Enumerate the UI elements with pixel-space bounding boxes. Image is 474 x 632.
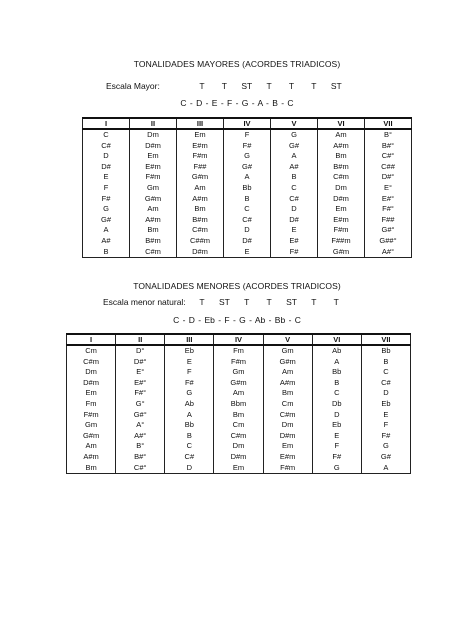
chord-cell: E (83, 172, 130, 183)
table-row (83, 225, 412, 236)
chord-cell: F (312, 441, 361, 452)
chord-cell: Am (263, 367, 312, 378)
chord-cell: E° (365, 183, 412, 194)
chord-cell: Dm (67, 367, 116, 378)
chord-cell: E#° (116, 378, 165, 389)
chord-cell: D#m (263, 431, 312, 442)
chord-cell: F (224, 129, 271, 141)
minor-step: ST (286, 297, 297, 307)
table-row (83, 172, 412, 183)
major-chords-table (82, 117, 412, 258)
chord-cell: D# (271, 215, 318, 226)
degree-header: VII (361, 334, 410, 345)
chord-cell: G# (224, 162, 271, 173)
chord-cell: C##m (177, 236, 224, 247)
chord-cell: G#° (116, 410, 165, 421)
chord-cell: Bm (263, 388, 312, 399)
table-row (83, 204, 412, 215)
chord-cell: A#° (116, 431, 165, 442)
chord-cell: C (271, 183, 318, 194)
chord-cell: Dm (130, 129, 177, 141)
chord-cell: Bb (165, 420, 214, 431)
chord-cell: C#m (67, 357, 116, 368)
chord-cell: Am (214, 388, 263, 399)
table-row (83, 215, 412, 226)
minor-step: ST (218, 297, 230, 307)
chord-cell: C#m (263, 410, 312, 421)
chord-cell: B#m (177, 215, 224, 226)
major-step: T (311, 81, 317, 91)
degree-header: III (177, 118, 224, 129)
chord-cell: F## (177, 162, 224, 173)
chord-cell: B (361, 357, 410, 368)
chord-cell: E#m (318, 215, 365, 226)
chord-cell: E (312, 431, 361, 442)
minor-title: TONALIDADES MENORES (ACORDES TRIADICOS) (133, 281, 341, 291)
chord-cell: D#m (177, 247, 224, 258)
degree-header: V (263, 334, 312, 345)
major-step: T (266, 81, 272, 91)
degree-header: VI (312, 334, 361, 345)
minor-chords-table (66, 333, 411, 474)
table-row (83, 183, 412, 194)
chord-cell: D#m (318, 194, 365, 205)
chord-cell: A#m (130, 215, 177, 226)
chord-cell: D (312, 410, 361, 421)
chord-cell: A° (116, 420, 165, 431)
chord-cell: B#° (365, 141, 412, 152)
major-step: T (221, 81, 227, 91)
chord-cell: D#m (214, 452, 263, 463)
chord-cell: G#m (67, 431, 116, 442)
chord-cell: Em (130, 151, 177, 162)
chord-cell: A (83, 225, 130, 236)
chord-cell: E# (271, 236, 318, 247)
chord-cell: B (224, 194, 271, 205)
chord-cell: B (165, 431, 214, 442)
table-row (83, 141, 412, 152)
chord-cell: B (83, 247, 130, 258)
chord-cell: Bm (318, 151, 365, 162)
table-row (67, 399, 411, 410)
chord-cell: F (165, 367, 214, 378)
major-step: T (288, 81, 295, 91)
table-row (67, 357, 411, 368)
table-row (83, 129, 412, 141)
chord-cell: C# (224, 215, 271, 226)
chord-cell: Gm (263, 345, 312, 357)
chord-cell: G#m (318, 247, 365, 258)
chord-cell: Ab (165, 399, 214, 410)
chord-cell: E (224, 247, 271, 258)
major-step: T (199, 81, 205, 91)
chord-cell: Cm (214, 420, 263, 431)
chord-cell: G# (83, 215, 130, 226)
chord-cell: E (271, 225, 318, 236)
degree-header: I (67, 334, 116, 345)
chord-cell: B (271, 172, 318, 183)
chord-cell: F#m (318, 225, 365, 236)
table-row (67, 452, 411, 463)
chord-cell: G (224, 151, 271, 162)
chord-cell: D#° (116, 357, 165, 368)
chord-cell: E#m (177, 141, 224, 152)
table-row (67, 441, 411, 452)
chord-cell: F# (271, 247, 318, 258)
chord-cell: C#m (177, 225, 224, 236)
chord-cell: D# (224, 236, 271, 247)
chord-cell: Am (177, 183, 224, 194)
chord-cell: F##m (318, 236, 365, 247)
chord-cell: G (271, 129, 318, 141)
chord-cell: A (165, 410, 214, 421)
chord-cell: D° (116, 345, 165, 357)
chord-cell: G (361, 441, 410, 452)
major-scale-label: Escala Mayor: (106, 81, 160, 91)
chord-cell: C (312, 388, 361, 399)
table-row (83, 236, 412, 247)
chord-cell: C#° (365, 151, 412, 162)
chord-cell: C#m (130, 247, 177, 258)
chord-cell: B (312, 378, 361, 389)
chord-cell: G° (116, 399, 165, 410)
chord-cell: Dm (318, 183, 365, 194)
chord-cell: C#m (214, 431, 263, 442)
degree-header: VI (318, 118, 365, 129)
chord-cell: C (83, 129, 130, 141)
chord-cell: A (312, 357, 361, 368)
table-row (67, 367, 411, 378)
chord-cell: Am (130, 204, 177, 215)
chord-cell: Gm (67, 420, 116, 431)
chord-cell: B#° (116, 452, 165, 463)
minor-step: T (244, 297, 250, 307)
chord-cell: G#m (130, 194, 177, 205)
chord-cell: Em (263, 441, 312, 452)
table-header-row (67, 334, 411, 345)
chord-cell: D (83, 151, 130, 162)
chord-cell: D (271, 204, 318, 215)
chord-cell: A# (271, 162, 318, 173)
chord-cell: Am (67, 441, 116, 452)
chord-cell: E#° (365, 194, 412, 205)
chord-cell: D#m (130, 141, 177, 152)
table-row (67, 345, 411, 357)
chord-cell: Eb (361, 399, 410, 410)
table-row (83, 247, 412, 258)
chord-cell: C#° (116, 463, 165, 474)
chord-cell: G#m (177, 172, 224, 183)
chord-cell: Dm (263, 420, 312, 431)
major-step: ST (241, 81, 253, 91)
degree-header: IV (224, 118, 271, 129)
chord-cell: Eb (312, 420, 361, 431)
chord-cell: Cm (263, 399, 312, 410)
minor-scale-notes: C - D - Eb - F - G - Ab - Bb - C (173, 315, 301, 325)
degree-header: II (130, 118, 177, 129)
degree-header: III (165, 334, 214, 345)
chord-cell: G#m (214, 378, 263, 389)
chord-cell: E (361, 410, 410, 421)
chord-cell: Db (312, 399, 361, 410)
chord-cell: G (165, 388, 214, 399)
minor-step: T (333, 297, 339, 307)
major-title: TONALIDADES MAYORES (ACORDES TRIADICOS) (133, 59, 341, 69)
chord-cell: Cm (67, 345, 116, 357)
chord-cell: Bm (130, 225, 177, 236)
chord-cell: Fm (214, 345, 263, 357)
table-row (67, 378, 411, 389)
chord-cell: F#° (365, 204, 412, 215)
chord-cell: G (312, 463, 361, 474)
chord-cell: F## (365, 215, 412, 226)
chord-cell: Bm (214, 410, 263, 421)
chord-cell: Dm (214, 441, 263, 452)
chord-cell: G##° (365, 236, 412, 247)
chord-cell: G#° (365, 225, 412, 236)
chord-cell: B#m (130, 236, 177, 247)
chord-cell: F# (224, 141, 271, 152)
chord-cell: D#m (67, 378, 116, 389)
chord-cell: D (165, 463, 214, 474)
table-row (67, 420, 411, 431)
chord-cell: G (83, 204, 130, 215)
table-header-row (83, 118, 412, 129)
chord-cell: G# (361, 452, 410, 463)
chord-cell: A#m (67, 452, 116, 463)
chord-cell: C (224, 204, 271, 215)
chord-cell: C# (361, 378, 410, 389)
chord-cell: Bb (312, 367, 361, 378)
chord-cell: F# (165, 378, 214, 389)
chord-cell: F#m (67, 410, 116, 421)
minor-step: T (266, 297, 272, 307)
chord-cell: F#° (116, 388, 165, 399)
chord-cell: A (271, 151, 318, 162)
chord-cell: C## (365, 162, 412, 173)
chord-cell: F (361, 420, 410, 431)
chord-cell: Am (318, 129, 365, 141)
chord-cell: Ab (312, 345, 361, 357)
chord-cell: Gm (130, 183, 177, 194)
chord-cell: C# (271, 194, 318, 205)
major-scale-notes: C - D - E - F - G - A - B - C (180, 98, 294, 108)
degree-header: VII (365, 118, 412, 129)
table-row (83, 162, 412, 173)
chord-cell: E#m (263, 452, 312, 463)
degree-header: II (116, 334, 165, 345)
chord-cell: A#° (365, 247, 412, 258)
chord-cell: E (165, 357, 214, 368)
minor-step: T (199, 297, 205, 307)
chord-cell: E#m (130, 162, 177, 173)
chord-cell: F#m (130, 172, 177, 183)
chord-cell: G# (271, 141, 318, 152)
degree-header: IV (214, 334, 263, 345)
chord-cell: C (361, 367, 410, 378)
chord-cell: Gm (214, 367, 263, 378)
minor-scale-label: Escala menor natural: (103, 297, 186, 307)
chord-cell: A#m (318, 141, 365, 152)
degree-header: V (271, 118, 318, 129)
chord-cell: A (224, 172, 271, 183)
minor-step-pattern (192, 297, 346, 307)
chord-cell: A#m (263, 378, 312, 389)
chord-cell: F (83, 183, 130, 194)
table-row (67, 388, 411, 399)
chord-cell: F#m (177, 151, 224, 162)
table-row (67, 431, 411, 442)
chord-cell: D# (83, 162, 130, 173)
chord-cell: D (224, 225, 271, 236)
chord-cell: E° (116, 367, 165, 378)
chord-cell: C#m (318, 172, 365, 183)
chord-cell: F# (83, 194, 130, 205)
major-step-pattern (192, 81, 346, 91)
chord-cell: Bb (361, 345, 410, 357)
chord-cell: C# (83, 141, 130, 152)
chord-cell: Em (318, 204, 365, 215)
chord-cell: F#m (263, 463, 312, 474)
chord-cell: Em (67, 388, 116, 399)
chord-cell: G#m (263, 357, 312, 368)
chord-cell: C (165, 441, 214, 452)
table-row (83, 194, 412, 205)
chord-cell: A#m (177, 194, 224, 205)
chord-cell: Bb (224, 183, 271, 194)
table-row (83, 151, 412, 162)
chord-cell: C# (165, 452, 214, 463)
chord-cell: Bm (67, 463, 116, 474)
chord-cell: F# (361, 431, 410, 442)
chord-cell: F#m (214, 357, 263, 368)
chord-cell: D (361, 388, 410, 399)
chord-cell: Fm (67, 399, 116, 410)
chord-cell: D#° (365, 172, 412, 183)
chord-cell: Bm (177, 204, 224, 215)
chord-cell: Em (177, 129, 224, 141)
major-step: ST (330, 81, 342, 91)
chord-cell: Eb (165, 345, 214, 357)
minor-step: T (311, 297, 317, 307)
chord-cell: Em (214, 463, 263, 474)
chord-cell: B° (116, 441, 165, 452)
chord-cell: A# (83, 236, 130, 247)
chord-cell: B#m (318, 162, 365, 173)
table-row (67, 463, 411, 474)
chord-cell: Bbm (214, 399, 263, 410)
degree-header: I (83, 118, 130, 129)
chord-cell: F# (312, 452, 361, 463)
chord-cell: A (361, 463, 410, 474)
chord-cell: B° (365, 129, 412, 141)
table-row (67, 410, 411, 421)
